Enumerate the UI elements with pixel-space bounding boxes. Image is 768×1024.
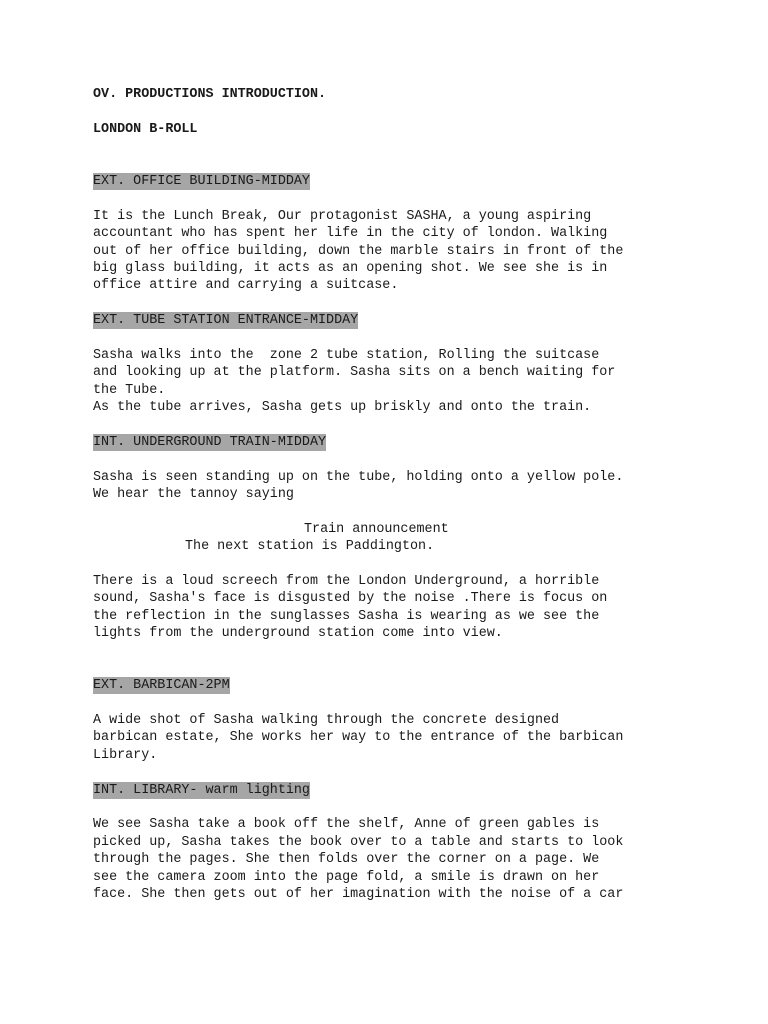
scene-heading: EXT. OFFICE BUILDING-MIDDAY bbox=[93, 173, 310, 189]
blank-line bbox=[93, 295, 693, 312]
action-line: the Tube. bbox=[93, 382, 166, 398]
action-line: There is a loud screech from the London Underground, a horrible bbox=[93, 573, 600, 589]
blank-line bbox=[93, 451, 693, 468]
dialogue-line: The next station is Paddington. bbox=[185, 539, 435, 555]
action-line: face. She then gets out of her imagination with the noise of a car bbox=[93, 886, 624, 902]
blank-line bbox=[93, 660, 693, 677]
blank-line bbox=[93, 190, 693, 207]
blank-line bbox=[93, 329, 693, 346]
scene-heading: EXT. BARBICAN-2PM bbox=[93, 678, 230, 694]
action-line: Library. bbox=[93, 747, 158, 763]
action-line: picked up, Sasha takes the book over to a table and starts to look bbox=[93, 834, 624, 850]
action-line: lights from the underground station come into view. bbox=[93, 626, 503, 642]
action-line: through the pages. She then folds over the corner on a page. We bbox=[93, 852, 600, 868]
intro-subtitle: LONDON B-ROLL bbox=[93, 121, 198, 137]
action-line: see the camera zoom into the page fold, a smile is drawn on her bbox=[93, 869, 600, 885]
action-line: the reflection in the sunglasses Sasha is wearing as we see the bbox=[93, 608, 600, 624]
blank-line bbox=[93, 643, 693, 660]
blank-line bbox=[93, 416, 693, 433]
character-name: Train announcement bbox=[304, 521, 449, 537]
blank-line bbox=[93, 556, 693, 573]
blank-line bbox=[93, 799, 693, 816]
scene-heading: EXT. TUBE STATION ENTRANCE-MIDDAY bbox=[93, 313, 359, 329]
action-line: barbican estate, She works her way to the entrance of the barbican bbox=[93, 730, 624, 746]
scene-heading-row bbox=[93, 173, 693, 190]
blank-line bbox=[93, 695, 693, 712]
action-line: out of her office building, down the marble stairs in front of the bbox=[93, 243, 624, 259]
action-line: As the tube arrives, Sasha gets up briskly and onto the train. bbox=[93, 400, 592, 416]
action-line: We hear the tannoy saying bbox=[93, 486, 294, 502]
scene-heading: INT. UNDERGROUND TRAIN-MIDDAY bbox=[93, 434, 327, 450]
action-line: Sasha is seen standing up on the tube, holding onto a yellow pole. bbox=[93, 469, 624, 485]
blank-line bbox=[93, 103, 693, 120]
action-line: It is the Lunch Break, Our protagonist SASHA, a young aspiring bbox=[93, 208, 592, 224]
blank-line bbox=[93, 138, 693, 155]
action-line: big glass building, it acts as an opening shot. We see she is in bbox=[93, 260, 608, 276]
scene-heading-row bbox=[93, 782, 693, 799]
blank-line bbox=[93, 764, 693, 781]
action-line: and looking up at the platform. Sasha sits on a bench waiting for bbox=[93, 365, 616, 381]
scene-heading-row bbox=[93, 312, 693, 329]
action-line: A wide shot of Sasha walking through the concrete designed bbox=[93, 713, 560, 729]
intro-title: OV. PRODUCTIONS INTRODUCTION. bbox=[93, 87, 327, 102]
scene-heading-row bbox=[93, 677, 693, 694]
action-line: sound, Sasha's face is disgusted by the noise .There is focus on bbox=[93, 591, 608, 607]
blank-line bbox=[93, 503, 693, 520]
script-page bbox=[93, 86, 693, 903]
action-line: office attire and carrying a suitcase. bbox=[93, 278, 399, 294]
action-line: Sasha walks into the zone 2 tube station, Rolling the suitcase bbox=[93, 347, 600, 363]
scene-heading-row bbox=[93, 434, 693, 451]
action-line: accountant who has spent her life in the city of london. Walking bbox=[93, 226, 608, 242]
scene-heading: INT. LIBRARY- warm lighting bbox=[93, 782, 310, 798]
action-line: We see Sasha take a book off the shelf, Anne of green gables is bbox=[93, 817, 600, 833]
blank-line bbox=[93, 156, 693, 173]
